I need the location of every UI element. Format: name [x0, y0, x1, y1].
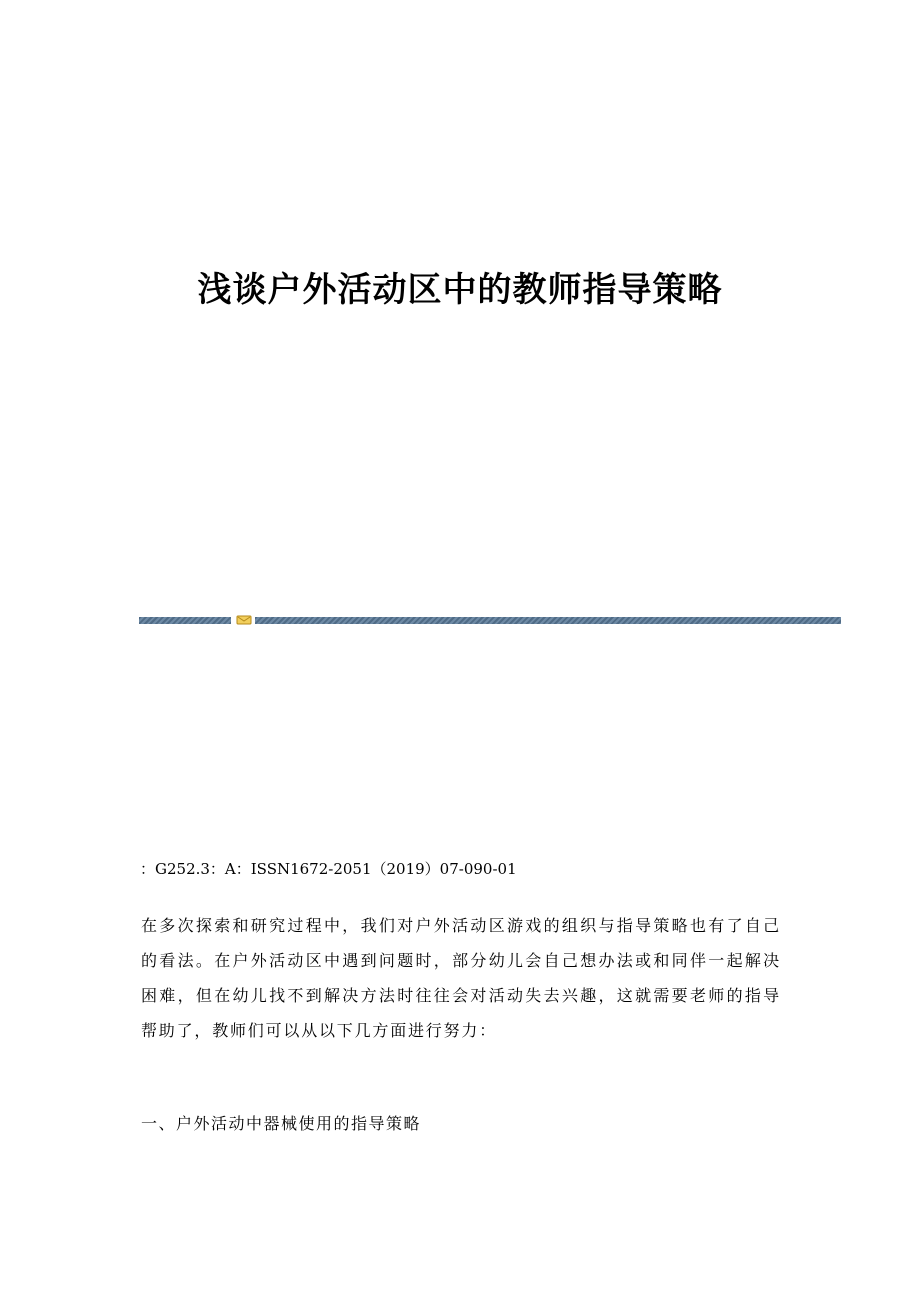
classification-line: ：G252.3：A：ISSN1672-2051（2019）07-090-01	[140, 860, 517, 878]
section-heading: 一、户外活动中器械使用的指导策略	[141, 1114, 422, 1133]
intro-paragraph: 在多次探索和研究过程中，我们对户外活动区游戏的组织与指导策略也有了自己的看法。在户外活动区中遇到问题时，部分幼儿会自己想办法或和同伴一起解决困难，但在幼儿找不到解决方法时往往会对活动失去兴趣，这就需要老师的指导帮助了，教师们可以从以下几方面进行努力：	[141, 916, 781, 1040]
envelope-ornament-icon	[236, 614, 252, 626]
document-title: 浅谈户外活动区中的教师指导策略	[197, 270, 723, 310]
decorative-divider	[139, 614, 841, 626]
divider-bar-left	[139, 617, 231, 624]
divider-bar-right	[255, 617, 841, 624]
